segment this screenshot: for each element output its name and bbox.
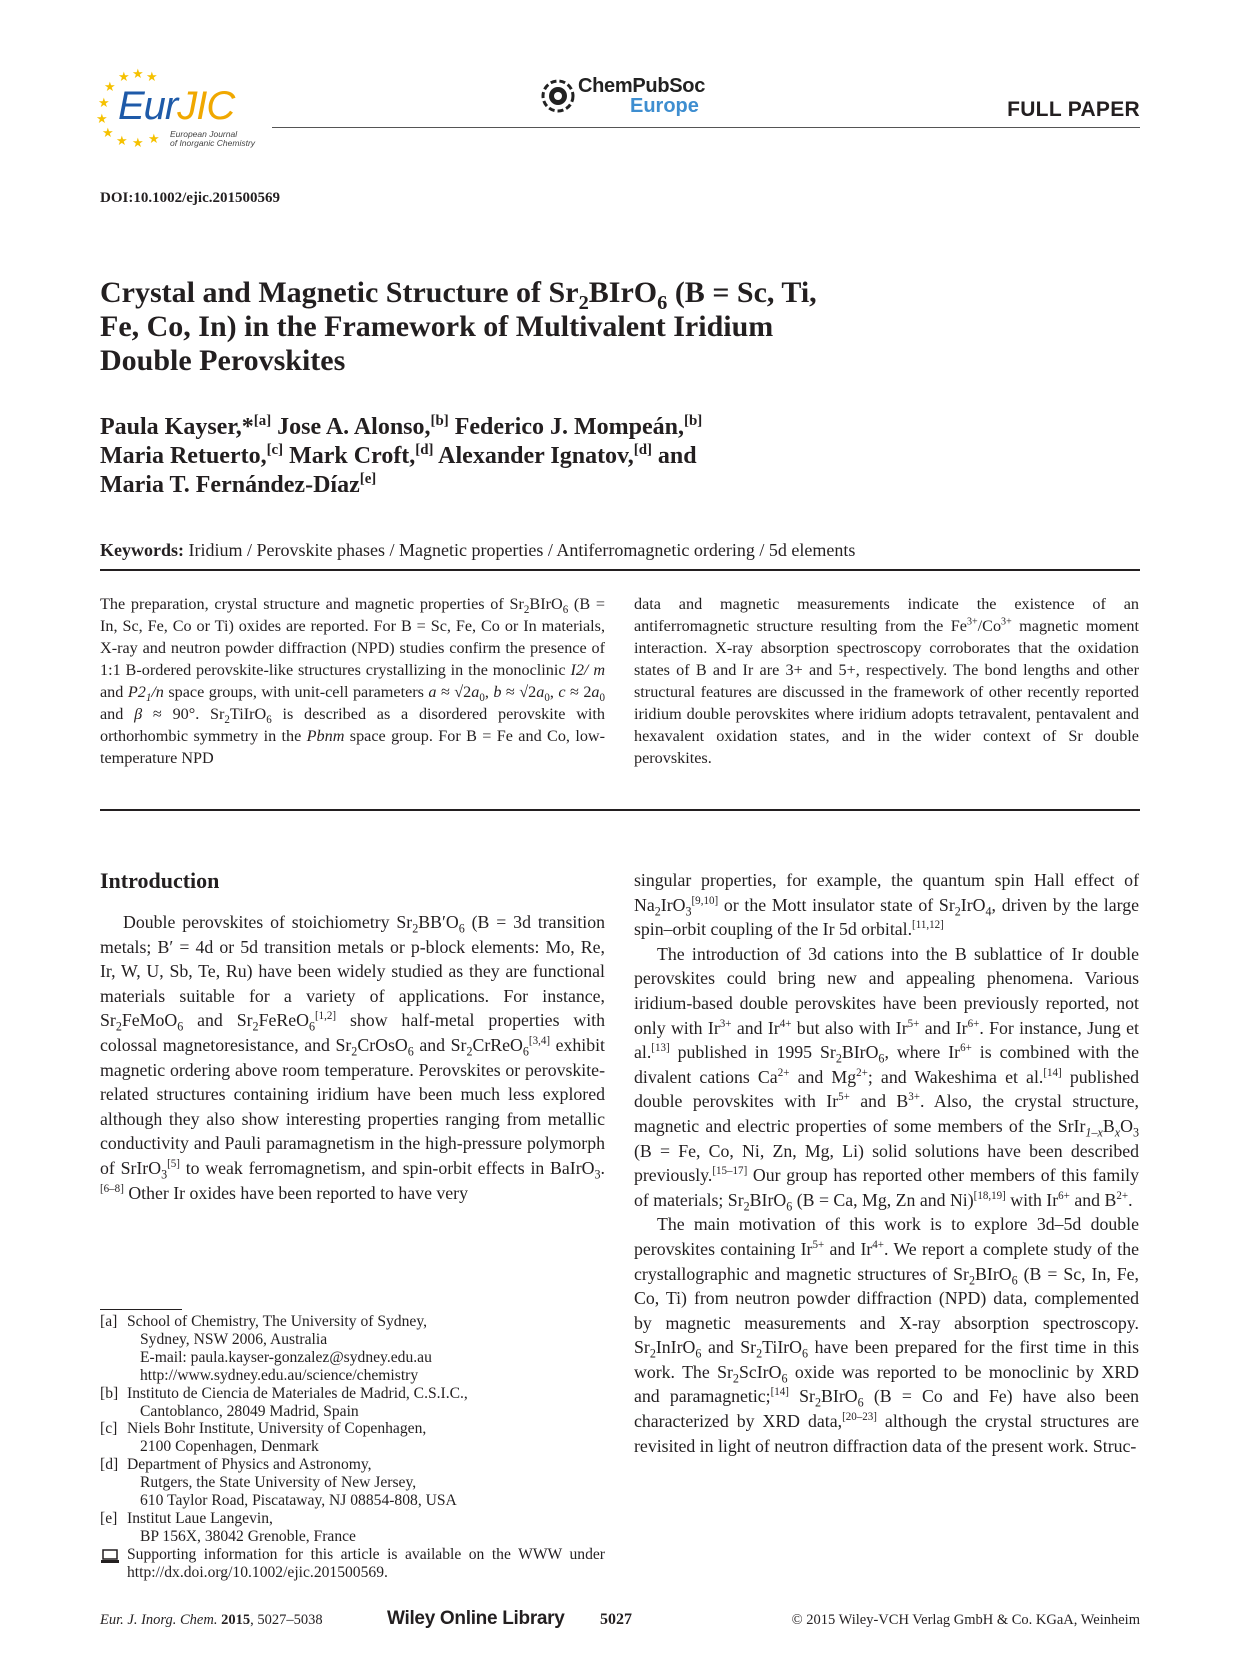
- abstract-column-right: data and magnetic measurements indicate the existence of an antiferromagnetic structure resulting from the $Fe^{3+}/Co^{3+}$ magnetic moment interaction. X-ray absorption spectroscopy corroborates that the oxidation states of B and Ir are 3+ and 5+, respectively. The bond lengths and other structural features are discussed in the framework of other recently reported iridium double perovskites where iridium adopts tetravalent, pentavalent and hexavalent oxidation states, and in the wider context of Sr double perovskites.: [634, 595, 1139, 767]
- star-icon: ★: [102, 125, 114, 140]
- page-number: 5027: [600, 1611, 632, 1628]
- affiliation-d: [d] Department of Physics and Astronomy, Rutgers, the State University of New Jersey, 610 Taylor Road, Piscataway, NJ 08854-808, USA: [100, 1456, 457, 1510]
- star-icon: ★: [118, 69, 130, 84]
- eurjic-wordmark: EurJIC: [118, 84, 235, 128]
- star-icon: ★: [116, 133, 128, 148]
- eurjic-subtitle: European Journal of Inorganic Chemistry: [170, 129, 256, 148]
- star-icon: ★: [146, 69, 158, 84]
- paragraph: Double perovskites of stoichiometry $Sr_2BB'O_6$ (B = 3d transition metals; B′ = 4d or 5d transition metals or p-block elements: Mo, Re, Ir, W, U, Sb, Te, Ru) have been widely studied as they are functional materials suitable for a variety of applications. For instance, $Sr_2FeMoO_6$ and $Sr_2FeReO_6[1,2]$ show half-metal properties with colossal magnetoresistance, and $Sr_2CrOsO_6$ and $Sr_2CrReO_6[3,4]$ exhibit magnetic ordering above room temperature. Perovskites or perovskite-related structures containing iridium have been much less explored although they also show interesting properties ranging from metallic conductivity and Pauli paramagnetism in the high-pressure polymorph of SrIrO$_3$[5] to weak ferromagnetism, and spin-orbit effects in BaIrO$_3$.[6–8] Other Ir oxides have been reported to have very: [100, 912, 605, 1203]
- wiley-online-library-logo: Wiley Online Library: [387, 1608, 565, 1629]
- abstract-column-left: The preparation, crystal structure and magnetic properties of $Sr_2BIrO_6$ (B = In, Sc, Fe, Co or Ti) oxides are reported. For B = Sc, Fe, Co or In materials, X-ray and neutron powder diffraction (NPD) studies confirm the presence of 1:1 B-ordered perovskite-like structures crystallizing in the monoclinic I2/ m and $P2_1/n$ space groups, with unit-cell parameters $a \approx √2a_0$, $b \approx √2a_0$, $c \approx 2a_0$ and β ≈ 90°. $Sr_2TiIrO_6$ is described as a disordered perovskite with orthorhombic symmetry in the Pbnm space group. For B = Fe and Co, low-temperature NPD: [100, 595, 606, 767]
- keywords-rule: [100, 569, 1140, 571]
- eurjic-logo: [96, 66, 276, 150]
- computer-icon: [100, 1549, 120, 1565]
- intro-column-left: [100, 910, 605, 1205]
- star-icon: ★: [132, 135, 144, 150]
- affiliation-c: [c] Niels Bohr Institute, University of Copenhagen, 2100 Copenhagen, Denmark: [100, 1420, 427, 1456]
- keywords: Keywords: Iridium / Perovskite phases / Magnetic properties / Antiferromagnetic ordering / 5d elements: [100, 540, 856, 560]
- intro-column-right: [634, 868, 1139, 1458]
- header-rule: [272, 127, 1140, 128]
- star-icon: ★: [104, 79, 116, 94]
- star-icon: ★: [132, 66, 144, 81]
- chempubsoc-icon: [540, 78, 576, 114]
- footer-citation: Eur. J. Inorg. Chem. 2015, 5027–5038: [100, 1612, 323, 1628]
- author-list: Paula Kayser,*[a] Jose A. Alonso,[b] Federico J. Mompeán,[b] Maria Retuerto,[c] Mark Croft,[d] Alexander Ignatov,[d] and Maria T. Fernández-Díaz[e]: [100, 413, 703, 498]
- star-icon: ★: [96, 111, 108, 126]
- affiliation-b: [b] Instituto de Ciencia de Materiales de Madrid, C.S.I.C., Cantoblanco, 28049 Madrid, Spain: [100, 1384, 468, 1420]
- section-heading: Introduction: [100, 868, 220, 893]
- article-title: Crystal and Magnetic Structure of $Sr_2BIrO_6$ (B = Sc, Ti, Fe, Co, In) in the Framework of Multivalent Iridium Double Perovskites: [100, 276, 817, 377]
- affiliation-a: [a] School of Chemistry, The University of Sydney, Sydney, NSW 2006, Australia E-mail: paula.kayser-gonzalez@sydney.edu.au http://www.sydney.edu.au/science/chemistry: [100, 1313, 432, 1384]
- affiliations: [100, 1313, 605, 1582]
- supporting-information-note: Supporting information for this article is available on the WWW under http://dx.doi.org/10.1002/ejic.201500569.: [100, 1546, 605, 1582]
- paragraph: The introduction of 3d cations into the B sublattice of Ir double perovskites could bring new and appealing phenomena. Various iridium-based double perovskites have been previously reported, not only with $Ir^{3+}$ and $Ir^{4+}$ but also with $Ir^{5+}$ and $Ir^{6+}$. For instance, Jung et al.[13] published in 1995 $Sr_2BIrO_6$, where $Ir^{6+}$ is combined with the divalent cations $Ca^{2+}$ and $Mg^{2+}$; and Wakeshima et al.[14] published double perovskites with $Ir^{5+}$ and $B^{3+}$. Also, the crystal structure, magnetic and electric properties of some members of the $SrIr_{1-x}B_xO_3$ (B = Fe, Co, Ni, Zn, Mg, Li) solid solutions have been described previously.[15–17] Our group has reported other members of this family of materials; $Sr_2BIrO_6$ (B = Ca, Mg, Zn and Ni)[18,19] with $Ir^{6+}$ and $B^{2+}$.: [634, 943, 1139, 1214]
- chempubsoc-name: ChemPubSoc: [578, 75, 706, 97]
- chempubsoc-logo: [540, 76, 720, 118]
- copyright: © 2015 Wiley-VCH Verlag GmbH & Co. KGaA, Weinheim: [791, 1612, 1140, 1628]
- star-icon: ★: [148, 131, 160, 146]
- section-label: FULL PAPER: [1007, 98, 1140, 121]
- doi: DOI:10.1002/ejic.201500569: [100, 190, 280, 206]
- star-icon: ★: [98, 95, 110, 110]
- footnote-rule: [100, 1309, 182, 1310]
- abstract-rule: [100, 809, 1140, 811]
- chempubsoc-europe: Europe: [630, 95, 699, 117]
- paragraph: singular properties, for example, the quantum spin Hall effect of $Na_2IrO_3[9,10]$ or the Mott insulator state of $Sr_2IrO_4$, driven by the large spin–orbit coupling of the Ir 5d orbital.[11,12]: [634, 870, 1140, 940]
- paragraph: The main motivation of this work is to explore 3d–5d double perovskites containing $Ir^{5+}$ and $Ir^{4+}$. We report a complete study of the crystallographic and magnetic structures of $Sr_2BIrO_6$ (B = Sc, In, Fe, Co, Ti) from neutron powder diffraction (NPD) data, complemented by magnetic measurements and X-ray absorption spectroscopy. $Sr_2InIrO_6$ and $Sr_2TiIrO_6$ have been prepared for the first time in this work. The $Sr_2ScIrO_6$ oxide was reported to be monoclinic by XRD and paramagnetic;[14] $Sr_2BIrO_6$ (B = Co and Fe) have also been characterized by XRD data,[20–23] although the crystal structures are revisited in light of neutron diffraction data of the present work. Struc-: [634, 1214, 1139, 1456]
- affiliation-e: [e] Institut Laue Langevin, BP 156X, 38042 Grenoble, France: [100, 1509, 356, 1545]
